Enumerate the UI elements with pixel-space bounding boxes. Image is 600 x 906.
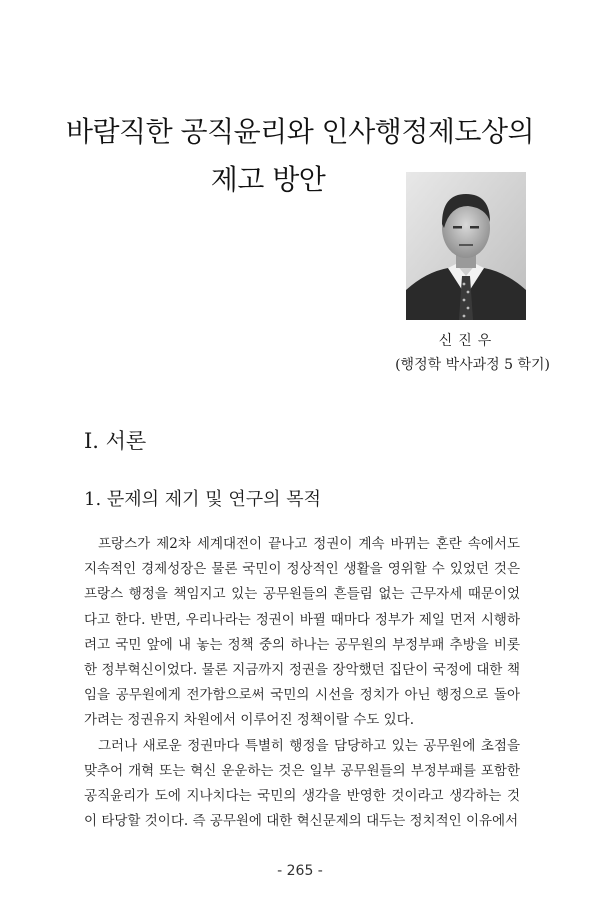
article-title-line2: 제고 방안	[210, 163, 326, 196]
author-photo	[406, 172, 526, 320]
author-name: 신진우	[438, 333, 498, 349]
author-affiliation: (행정학 박사과정 5 학기)	[395, 357, 550, 373]
section-heading: Ⅰ. 서론	[84, 429, 147, 453]
body-text	[84, 532, 520, 834]
article-title-line1: 바람직한 공직윤리와 인사행정제도상의	[65, 115, 535, 148]
paragraph: 그러나 새로운 정권마다 특별히 행정을 담당하고 있는 공무원에 초점을 맞추어 개혁 또는 혁신 운운하는 것은 일부 공무원들의 부정부패를 포함한 공직윤리가 도에 지나치다는 국민의 생각을 반영한 것이라고 생각하는 것이 타당할 것이다. 즉 공무원에 대한 혁신문제의 대두는 정치적인 이유에서	[84, 737, 520, 830]
paragraph: 프랑스가 제2차 세계대전이 끝나고 정권이 계속 바뀌는 혼란 속에서도 지속적인 경제성장은 물론 국민이 정상적인 생활을 영위할 수 있었던 것은 프랑스 행정을 책임지고 있는 공무원들의 흔들림 없는 근무자세 때문이었다고 한다. 반면, 우리나라는 정권이 바뀔 때마다 정부가 제일 먼저 시행하려고 국민 앞에 내 놓는 정책 중의 하나는 공무원의 부정부패 추방을 비롯한 정부혁신이었다. 물론 지금까지 정권을 장악했던 집단이 국정에 대한 책임을 공무원에게 전가함으로써 국민의 시선을 정치가 아닌 행정으로 돌아가려는 정권유지 차원에서 이루어진 정책이랄 수도 있다.	[84, 536, 520, 729]
page-number: - 265 -	[277, 863, 323, 879]
subsection-heading: 1. 문제의 제기 및 연구의 목적	[84, 489, 322, 510]
